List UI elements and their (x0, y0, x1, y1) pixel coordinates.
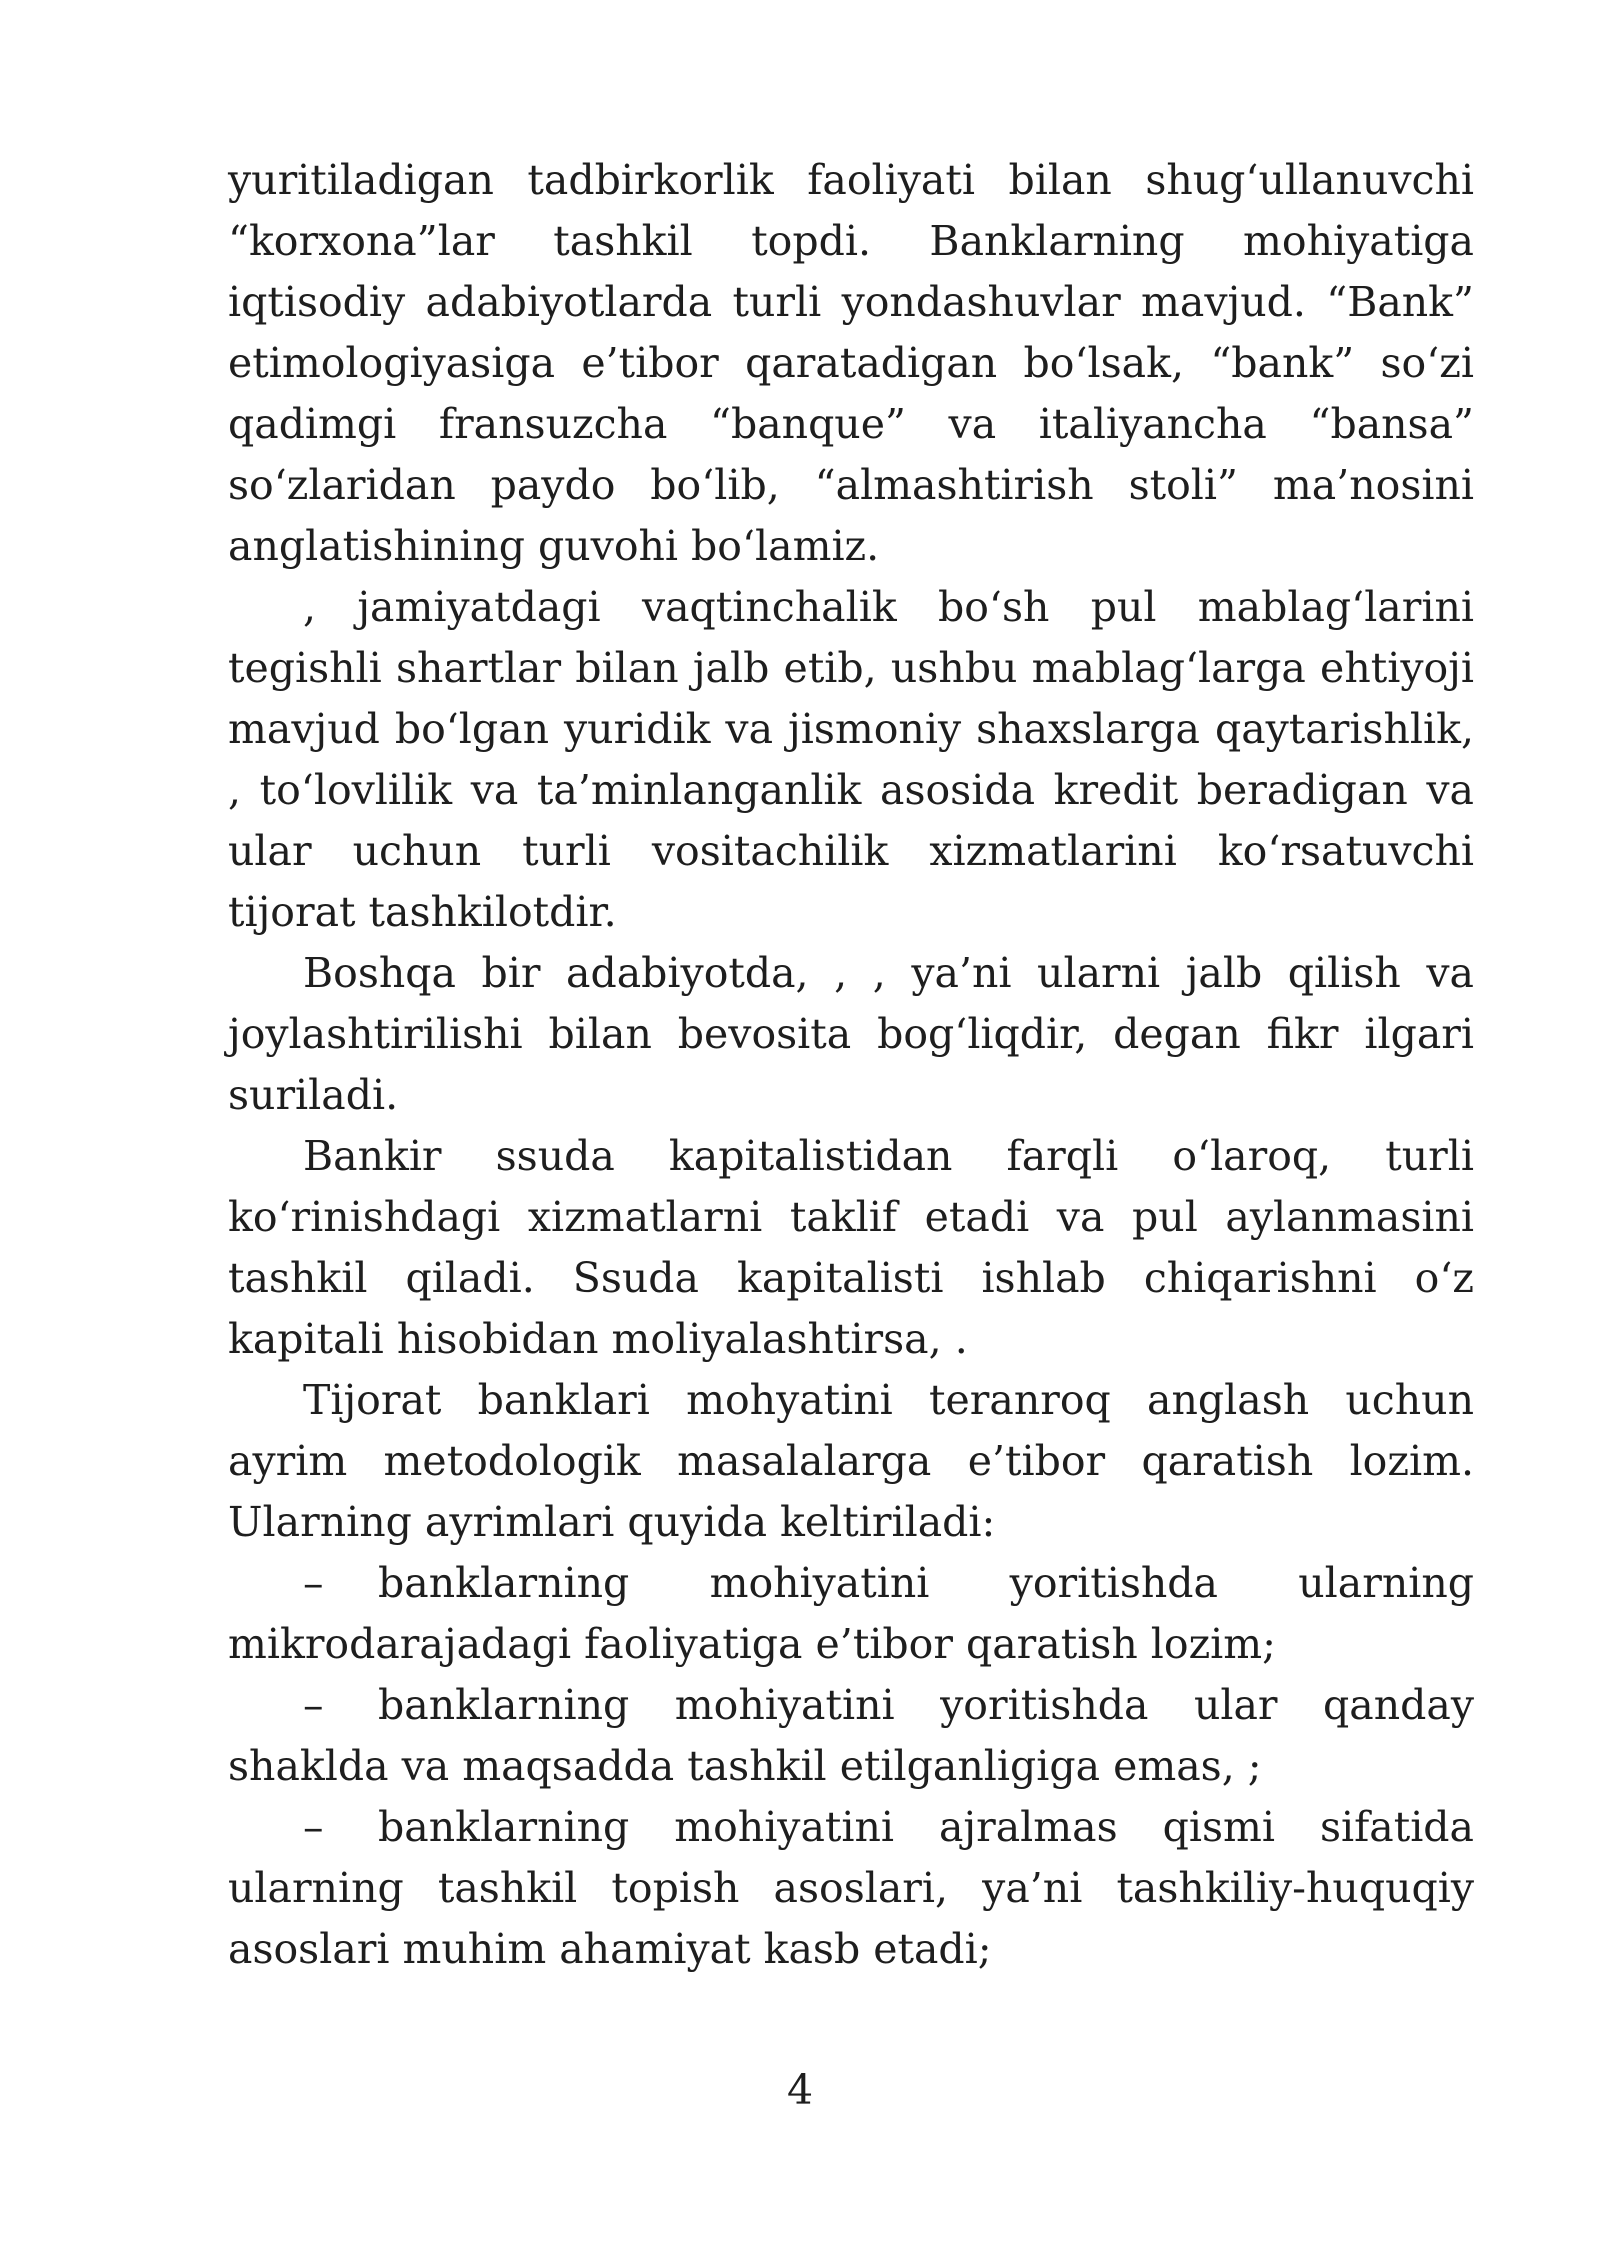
bullet-text: banklarning mohiyatini yoritishda ularning mikrodarajadagi faoliyatiga e’tibor qaratish lozim; (228, 1559, 1474, 1668)
bullet-dash: – (303, 1803, 324, 1851)
paragraph-1: yuritiladigan tadbirkorlik faoliyati bilan shug‘ullanuvchi “korxona”lar tashkil topdi. Banklarning mohiyatiga iqtisodiy adabiyotlarda turli yondashuvlar mavjud. “Bank” etimologiyasiga e’tibor qaratadigan bo‘lsak, “bank” so‘zi qadimgi fransuzcha “banque” va italiyancha “bansa” so‘zlaridan paydo bo‘lib, “almashtirish stoli” ma’nosini anglatishining guvohi bo‘lamiz. (228, 156, 1474, 570)
bullet-text: banklarning mohiyatini yoritishda ular qanday shaklda va maqsadda tashkil etilganligiga emas, ; (228, 1681, 1474, 1790)
body-text (228, 150, 1474, 1980)
paragraph-5: Tijorat banklari mohyatini teranroq anglash uchun ayrim metodologik masalalarga e’tibor qaratish lozim. Ularning ayrimlari quyida keltiriladi: (228, 1376, 1474, 1546)
paragraph-3: Boshqa bir adabiyotda, , , ya’ni ularni jalb qilish va joylashtirilishi bilan bevosita bog‘liqdir, degan fikr ilgari suriladi. (228, 949, 1474, 1119)
page-number: 4 (786, 2066, 814, 2114)
bullet-dash: – (303, 1559, 324, 1607)
bullet-dash: – (303, 1681, 324, 1729)
bullet-text: banklarning mohiyatini ajralmas qismi sifatida ularning tashkil topish asoslari, ya’ni tashkiliy-huquqiy asoslari muhim ahamiyat kasb etadi; (228, 1803, 1474, 1973)
paragraph-2: , jamiyatdagi vaqtinchalik bo‘sh pul mablag‘larini tegishli shartlar bilan jalb etib, ushbu mablag‘larga ehtiyoji mavjud bo‘lgan yuridik va jismoniy shaxslarga qaytarishlik, , to‘lovlilik va ta’minlanganlik asosida kredit beradigan va ular uchun turli vositachilik xizmatlarini ko‘rsatuvchi tijorat tashkilotdir. (228, 583, 1474, 936)
bullet-item-2 (228, 1675, 1474, 1797)
bullet-item-1 (228, 1553, 1474, 1675)
paragraph-4: Bankir ssuda kapitalistidan farqli o‘laroq, turli ko‘rinishdagi xizmatlarni taklif etadi va pul aylanmasini tashkil qiladi. Ssuda kapitalisti ishlab chiqarishni o‘z kapitali hisobidan moliyalashtirsa, . (228, 1132, 1474, 1363)
bullet-item-3 (228, 1797, 1474, 1980)
